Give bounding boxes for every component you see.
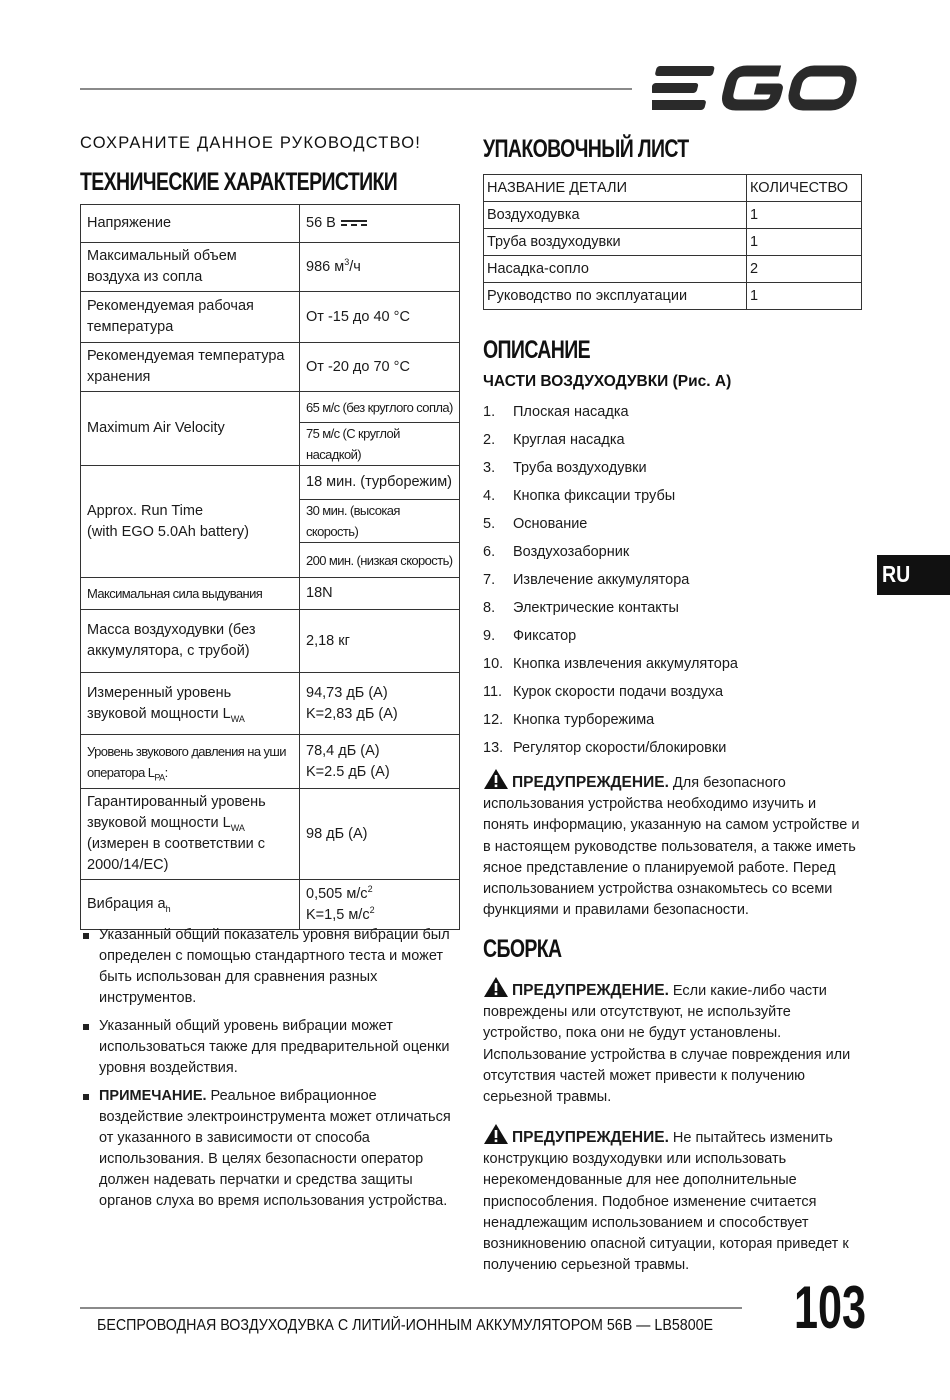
spec-row-vibration [81,880,460,930]
list-item: 3. Труба воздуходувки [483,460,647,476]
spec-row-mass [81,610,460,673]
spec-value: 98 дБ (A) [300,789,460,880]
packing-cell-name: Насадка-сопло [484,256,747,283]
spec-value: 200 мин. (низкая скорость) [300,543,460,578]
packing-cell-name: Труба воздуходувки [484,229,747,256]
spec-value: 56 В [300,205,460,243]
spec-value: От -15 до 40 °C [300,292,460,343]
spec-label: Рекомендуемая рабочая температура [81,292,300,343]
save-manual-heading: СОХРАНИТЕ ДАННОЕ РУКОВОДСТВО! [80,134,422,152]
spec-row-guaranteed-power [81,789,460,880]
packing-header-row [484,175,862,202]
packing-cell-name: Руководство по эксплуатации [484,283,747,310]
warning-triangle-icon [483,768,509,790]
packing-cell-qty: 1 [747,202,862,229]
specifications-table [80,204,460,930]
list-item: 10. Кнопка извлечения аккумулятора [483,656,738,672]
packing-list-title: УПАКОВОЧНЫЙ ЛИСТ [483,135,689,163]
spec-label: Вибрация $a_h$ [81,880,300,930]
parts-list [483,398,738,762]
spec-row-operating-temp [81,292,460,343]
spec-label: Approx. Run Time (with EGO 5.0Ah battery) [81,466,300,578]
spec-value: 75 м/с (С круглой насадкой) [300,423,460,466]
list-item: 6. Воздухозаборник [483,544,630,560]
packing-row [484,202,862,229]
spec-label: Maximum Air Velocity [81,392,300,466]
packing-row [484,229,862,256]
dc-current-icon [341,219,367,227]
spec-value: 0,505 $м/с^2$ K=1,5 $м/с^2$ [300,880,460,930]
warning-triangle-icon [483,976,509,998]
page-number: 103 [794,1274,867,1341]
list-item: 2. Круглая насадка [483,432,625,448]
spec-row-runtime [81,466,460,500]
packing-cell-qty: 1 [747,229,862,256]
spec-row-storage-temp [81,343,460,392]
note-item: ПРИМЕЧАНИЕ. Реальное вибрационное воздействие электроинструмента может отличаться от указанного в зависимости от способа использования. В целях безопасности оператор должен надевать перчатки и средства защиты органов слуха во время использования устройства. [80,1086,460,1212]
footer-product-title: БЕСПРОВОДНАЯ ВОЗДУХОДУВКА С ЛИТИЙ-ИОННЫМ АККУМУЛЯТОРОМ 56В — LB5800E [97,1317,714,1334]
list-item: 8. Электрические контакты [483,600,679,616]
note-item: Указанный общий уровень вибрации может использоваться также для предварительной оценки уровня воздействия. [80,1016,460,1079]
spec-value: 18N [300,578,460,610]
ego-logo [652,62,862,114]
packing-header-cell: КОЛИЧЕСТВО [747,175,862,202]
list-item: 9. Фиксатор [483,628,577,644]
packing-list-table [483,174,862,310]
spec-label: Напряжение [81,205,300,243]
footer-rule [80,1307,742,1309]
spec-label: Гарантированный уровень звуковой мощности $L_{WA}$ (измерен в соответствии с 2000/14/EC) [81,789,300,880]
language-tab: RU [877,555,950,595]
spec-label: Уровень звукового давления на уши оператора $L_{PA}$: [81,735,300,789]
spec-row-sound-pressure [81,735,460,789]
packing-row [484,283,862,310]
spec-row-velocity [81,392,460,423]
list-item: 1. Плоская насадка [483,404,629,420]
warning-triangle-icon [483,1123,509,1145]
spec-value: 78,4 дБ (A) K=2.5 дБ (A) [300,735,460,789]
spec-label: Максимальный объем воздуха из сопла [81,243,300,292]
spec-value: 18 мин. (турборежим) [300,466,460,500]
assembly-warning-modification: ПРЕДУПРЕЖДЕНИЕ. Не пытайтесь изменить конструкцию воздуходувки или использовать нерекомендованные для нее дополнительные приспособления. Подобное изменение считается ненадлежащим использованием и способствует возникновению опасной ситуации, которая приведет к получению серьезной травмы. [483,1123,861,1276]
packing-cell-name: Воздуходувка [484,202,747,229]
assembly-warning-missing-parts: ПРЕДУПРЕЖДЕНИЕ. Если какие-либо части повреждены или отсутствуют, не используйте устройство, пока они не будут установлены. Использование устройства в случае повреждения или отсутствия частей может привести к получению серьезной травмы. [483,976,861,1108]
packing-cell-qty: 2 [747,256,862,283]
spec-value: От -20 до 70 °C [300,343,460,392]
spec-row-airflow [81,243,460,292]
packing-header-cell: НАЗВАНИЕ ДЕТАЛИ [484,175,747,202]
spec-label: Масса воздуходувки (без аккумулятора, с трубой) [81,610,300,673]
vibration-notes [80,925,460,1219]
note-item: Указанный общий показатель уровня вибрации был определен с помощью стандартного теста и может быть использован для сравнения разных инструментов. [80,925,460,1009]
spec-value: 30 мин. (высокая скорость) [300,500,460,543]
spec-row-sound-power [81,673,460,735]
description-title: ОПИСАНИЕ [483,336,590,364]
spec-label: Измеренный уровень звуковой мощности $L_{WA}$ [81,673,300,735]
list-item: 4. Кнопка фиксации трубы [483,488,676,504]
list-item: 13. Регулятор скорости/блокировки [483,740,727,756]
packing-cell-qty: 1 [747,283,862,310]
assembly-title: СБОРКА [483,935,562,963]
spec-label: Максимальная сила выдувания [81,578,300,610]
list-item: 11. Курок скорости подачи воздуха [483,684,724,700]
spec-value: 94,73 дБ (A) K=2,83 дБ (A) [300,673,460,735]
spec-row-voltage [81,205,460,243]
list-item: 7. Извлечение аккумулятора [483,572,690,588]
spec-label: Рекомендуемая температура хранения [81,343,300,392]
spec-value: 2,18 кг [300,610,460,673]
list-item: 5. Основание [483,516,588,532]
safety-warning: ПРЕДУПРЕЖДЕНИЕ. Для безопасного использования устройства необходимо изучить и понять информацию, указанную на самом устройстве и в настоящем руководстве пользователя, а также иметь ясное представление о планируемой работе. Перед использованием устройства ознакомьтесь со всеми функциями и правилами безопасности. [483,768,861,921]
header-rule [80,88,632,90]
packing-row [484,256,862,283]
list-item: 12. Кнопка турборежима [483,712,655,728]
spec-value: 986 $м^3/ч$ [300,243,460,292]
specifications-title: ТЕХНИЧЕСКИЕ ХАРАКТЕРИСТИКИ [80,168,398,196]
spec-row-force [81,578,460,610]
parts-subtitle: ЧАСТИ ВОЗДУХОДУВКИ (Рис. A) [483,373,732,390]
spec-value: 65 м/с (без круглого сопла) [300,392,460,423]
